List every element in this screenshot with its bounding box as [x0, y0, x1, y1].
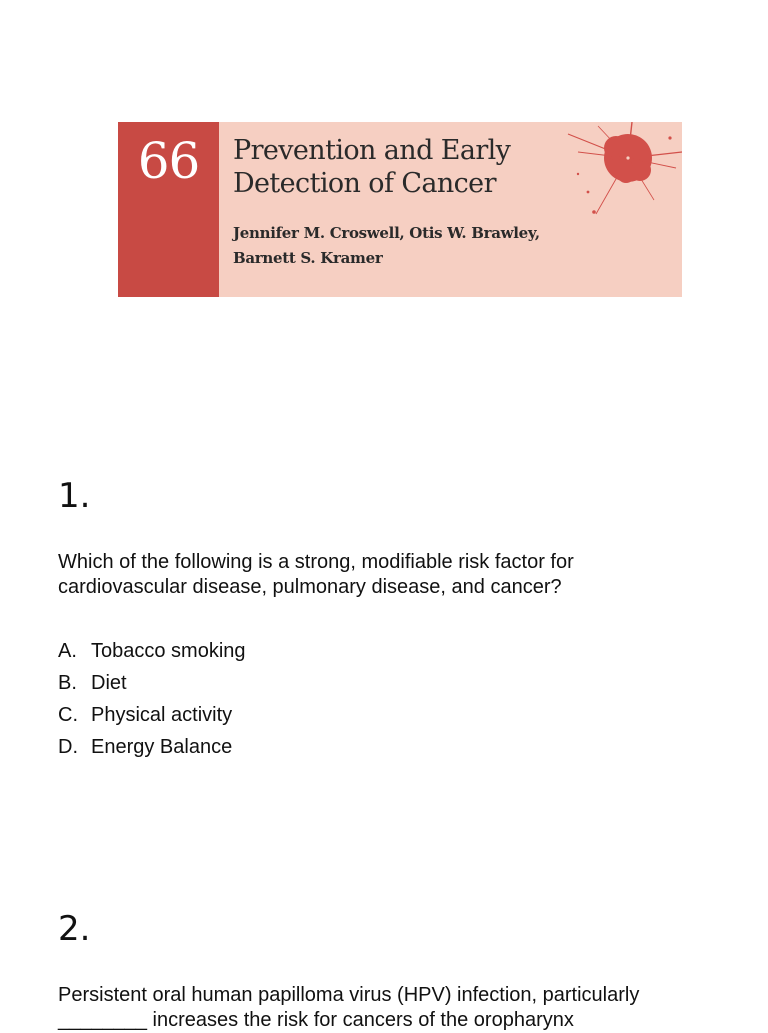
option-d-letter: D.	[58, 736, 78, 758]
option-c	[58, 702, 246, 734]
chapter-title-line-1: Prevention and Early	[233, 135, 511, 166]
question-2-number: 2.	[58, 909, 91, 949]
question-1-text: Which of the following is a strong, modifiable risk factor for cardiovascular disease, pulmonary disease, and cancer?	[58, 551, 574, 598]
option-b-text: Diet	[91, 672, 127, 694]
option-b-letter: B.	[58, 672, 77, 694]
option-a	[58, 638, 246, 670]
chapter-title	[233, 134, 553, 200]
question-1-number: 1.	[58, 476, 91, 516]
chapter-banner	[118, 122, 682, 297]
option-a-letter: A.	[58, 640, 77, 662]
authors-line-1: Jennifer M. Croswell, Otis W. Brawley,	[233, 224, 540, 242]
ink-splash-decoration	[558, 122, 682, 232]
option-c-letter: C.	[58, 704, 78, 726]
chapter-number: 66	[137, 132, 200, 190]
option-d	[58, 734, 246, 766]
option-b	[58, 670, 246, 702]
chapter-number-block	[118, 122, 219, 297]
question-1-options	[58, 638, 246, 766]
option-d-text: Energy Balance	[91, 736, 233, 758]
question-2-text: Persistent oral human papilloma virus (HPV) infection, particularly ________ increases the risk for cancers of the oropharynx	[58, 984, 640, 1031]
option-a-text: Tobacco smoking	[91, 640, 246, 662]
chapter-title-line-2: Detection of Cancer	[233, 168, 496, 199]
chapter-authors	[233, 221, 593, 271]
authors-line-2: Barnett S. Kramer	[233, 249, 383, 267]
option-c-text: Physical activity	[91, 704, 233, 726]
